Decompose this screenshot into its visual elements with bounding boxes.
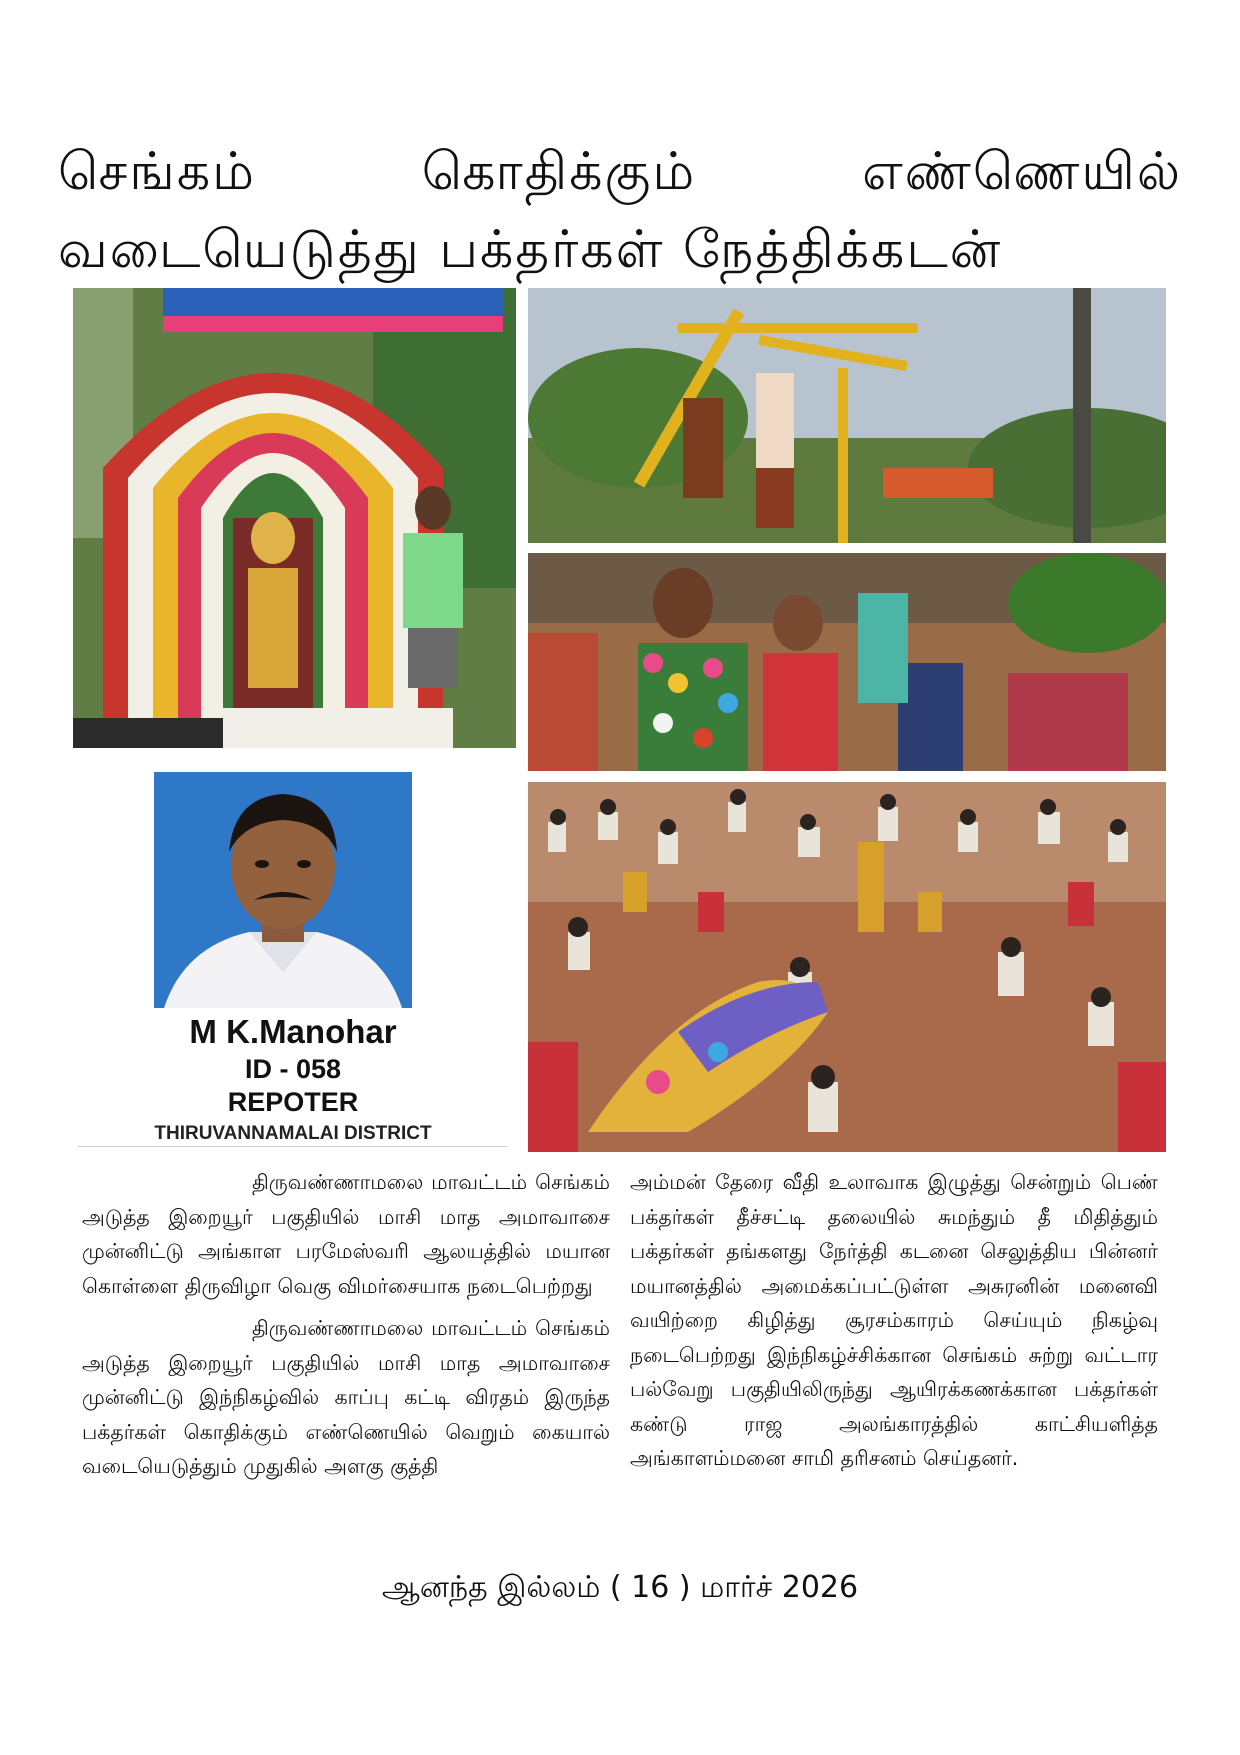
crowd-photo bbox=[528, 782, 1166, 1152]
article-paragraph-3: அம்மன் தேரை வீதி உலாவாக இழுத்து சென்றும் பெண் பக்தர்கள் தீச்சட்டி தலையில் சுமந்தும் தீ மிதித்தும் பக்தர்கள் தங்களது நேர்த்தி கடனை செலுத்திய பின்னர் மயானத்தில் அமைக்கப்பட்டுள்ள அசுரனின் மனைவி வயிற்றை கிழித்து சூரசம்காரம் செய்யும் நிகழ்வு நடைபெற்றது இந்நிகழ்ச்சிக்கான செங்கம் சுற்று வட்டார பல்வேறு பகுதியிலிருந்து ஆயிரக்கணக்கான பக்தர்கள் கண்டு ராஜ அலங்காரத்தில் காட்சியளித்த அங்காளம்மனை சாமி தரிசனம் செய்தனர். bbox=[630, 1170, 1158, 1470]
footer-dateline: ஆனந்த இல்லம் ( 16 ) மார்ச் 2026 bbox=[381, 1570, 859, 1605]
article-paragraph-1: திருவண்ணாமலை மாவட்டம் செங்கம் அடுத்த இறையூர் பகுதியில் மாசி மாத அமாவாசை முன்னிட்டு அங்காள பரமேஸ்வரி ஆலயத்தில் மயான கொள்ளை திருவிழா வெகு விமர்சையாக நடைபெற்றது bbox=[82, 1170, 610, 1298]
reporter-profile bbox=[78, 760, 508, 1150]
reporter-id: ID - 058 bbox=[244, 1054, 342, 1084]
reporter-role: REPOTER bbox=[227, 1087, 359, 1117]
headline-word-1: செங்கம் bbox=[58, 142, 256, 202]
article-right-column bbox=[630, 1165, 1158, 1476]
devotees-garland-photo bbox=[528, 553, 1166, 771]
article-paragraph-2: திருவண்ணாமலை மாவட்டம் செங்கம் அடுத்த இறையூர் பகுதியில் மாசி மாத அமாவாசை முன்னிட்டு இந்நிகழ்வில் காப்பு கட்டி விரதம் இருந்த பக்தர்கள் கொதிக்கும் எண்ணெயில் வெறும் கையால் வடையெடுத்தும் முதுகில் அளகு குத்தி bbox=[82, 1316, 610, 1478]
headline-line-2: வடையெடுத்து பக்தர்கள் நேத்திக்கடன் bbox=[58, 220, 1003, 280]
hook-swing-photo bbox=[528, 288, 1166, 543]
reporter-name: M K.Manohar bbox=[189, 1013, 397, 1050]
temple-chariot-photo bbox=[73, 288, 516, 748]
reporter-photo bbox=[154, 772, 412, 1008]
article-left-column bbox=[82, 1165, 610, 1484]
reporter-district: THIRUVANNAMALAI DISTRICT bbox=[78, 1122, 508, 1147]
headline-word-2: கொதிக்கும் bbox=[421, 142, 697, 202]
headline-line-1 bbox=[58, 140, 1182, 204]
headline-word-3: எண்ணெயில் bbox=[862, 142, 1182, 202]
